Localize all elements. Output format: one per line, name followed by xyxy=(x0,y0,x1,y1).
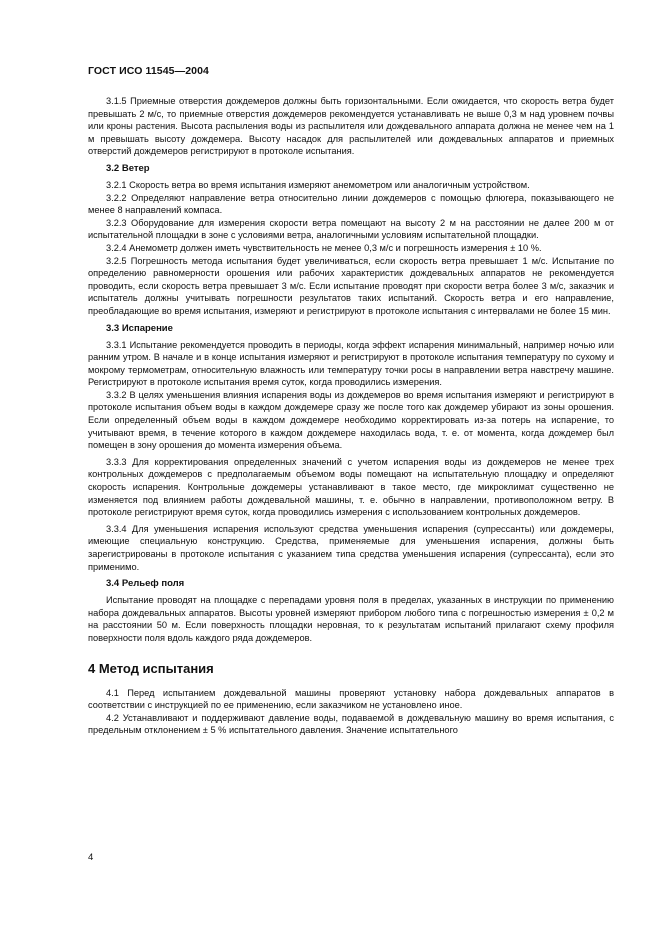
paragraph-4-1: 4.1 Перед испытанием дождевальной машины проверяют установку набора дождевальных аппаратов в соответствии с инструкцией по ее применению, если заказчиком не установлено иное. xyxy=(88,687,614,711)
paragraph-3-3-2: 3.3.2 В целях уменьшения влияния испарения воды из дождемеров во время испытания измеряют и регистрируют в протоколе испытания объем воды в каждом дождемере сразу же после того как дождемер убирают из зоны орошения. Если определенный объем воды в каждом дождемере необходимо корректировать из-за потерь на испарение, то учитывают время, в течение которого в каждом дождемере находилась вода, т. е. от момента, когда дождемер был помещен в зону орошения до момента измерения объема. xyxy=(88,389,614,451)
paragraph-3-1-5: 3.1.5 Приемные отверстия дождемеров должны быть горизонтальными. Если ожидается, что скорость ветра будет превышать 2 м/с, то приемные отверстия дождемеров рекомендуется устанавливать не выше 0,3 м над уровнем почвы или кроны растения. Высота распыления воды из распылителя или дождевального аппарата должна не менее чем на 1 м превышать высоту дождемера. Высоту насадок для распылителей или дождевальных аппаратов и приемных отверстий дождемеров регистрируют в протоколе испытания. xyxy=(88,96,614,157)
section-heading-3-2: 3.2 Ветер xyxy=(106,162,150,174)
section-heading-4: 4 Метод испытания xyxy=(88,660,214,676)
paragraph-3-2-3: 3.2.3 Оборудование для измерения скорости ветра помещают на высоту 2 м на расстоянии не далее 200 м от испытательной площадки в зоне с условиями ветра, аналогичными условиям испытательной площадки. xyxy=(88,217,614,241)
section-heading-3-4: 3.4 Рельеф поля xyxy=(106,578,185,590)
paragraph-3-2-1: 3.2.1 Скорость ветра во время испытания измеряют анемометром или аналогичным устройством. xyxy=(106,179,530,190)
document-header: ГОСТ ИСО 11545—2004 xyxy=(88,65,209,77)
document-body xyxy=(88,95,614,737)
section-heading-3-3: 3.3 Испарение xyxy=(106,322,173,334)
paragraph-4-2: 4.2 Устанавливают и поддерживают давление воды, подаваемой в дождевальную машину во время испытания, с предельным отклонением ± 5 % испытательного давления. Значение испытательного xyxy=(88,712,614,736)
paragraph-3-3-1: 3.3.1 Испытание рекомендуется проводить в периоды, когда эффект испарения минимальный, например ночью или ранним утром. В начале и в конце испытания измеряют и регистрируют в протоколе испытания температуру по сухому и мокрому термометрам, относительную влажность или температуру точки росы в направлении ветра навстречу машине. Регистрируют в протоколе испытания время суток, когда проводились измерения. xyxy=(88,339,614,388)
paragraph-3-4: Испытание проводят на площадке с перепадами уровня поля в пределах, указанных в инструкции по применению набора дождевальных аппаратов. Высоты уровней измеряют прибором любого типа с погрешностью измерения ± 0,2 м на расстоянии 50 м. Если поверхность площадки неровная, то к результатам испытаний прилагают схему профиля поверхности поля вдоль каждого ряда дождемеров. xyxy=(88,595,614,643)
page-number: 4 xyxy=(88,852,94,863)
paragraph-3-2-2: 3.2.2 Определяют направление ветра относительно линии дождемеров с помощью флюгера, показывающего не менее 8 направлений компаса. xyxy=(88,192,614,216)
paragraph-3-3-3: 3.3.3 Для корректирования определенных значений с учетом испарения воды из дождемеров не менее трех контрольных дождемеров с предполагаемым объемом воды помещают на испытательную площадку и определяют скорость испарения. Контрольные дождемеры устанавливают в такое место, где микроклимат существенно не изменяется под влиянием работы дождевальной машины, т. е. обычно в направлении, противоположном ветру. В протоколе регистрируют время суток, когда проводились измерения с использованием контрольных дождемеров. xyxy=(88,456,614,518)
paragraph-3-2-4: 3.2.4 Анемометр должен иметь чувствительность не менее 0,3 м/с и погрешность измерения ± 10 %. xyxy=(106,242,542,253)
paragraph-3-3-4: 3.3.4 Для уменьшения испарения используют средства уменьшения испарения (супрессанты) или дождемеры, имеющие специальную конструкцию. Средства, применяемые для уменьшения испарения, должны быть зарегистрированы в протоколе испытания с указанием типа средства уменьшения испарения (супрессанта), если это применимо. xyxy=(88,523,614,572)
paragraph-3-2-5: 3.2.5 Погрешность метода испытания будет увеличиваться, если скорость ветра превышает 1 м/с. Испытание по определению равномерности орошения или рабочих характеристик дождевальных аппаратов не рекомендуется проводить, если скорость ветра превышает 3 м/с. Если испытание проводят при скорости ветра более 3 м/с, заказчик и испытатель должны учитывать погрешности результатов таких испытаний. Скорость ветра и его направление, преобладающие во время испытания, измеряют и регистрируют в протоколе испытания с интервалами не более 15 мин. xyxy=(88,255,614,316)
